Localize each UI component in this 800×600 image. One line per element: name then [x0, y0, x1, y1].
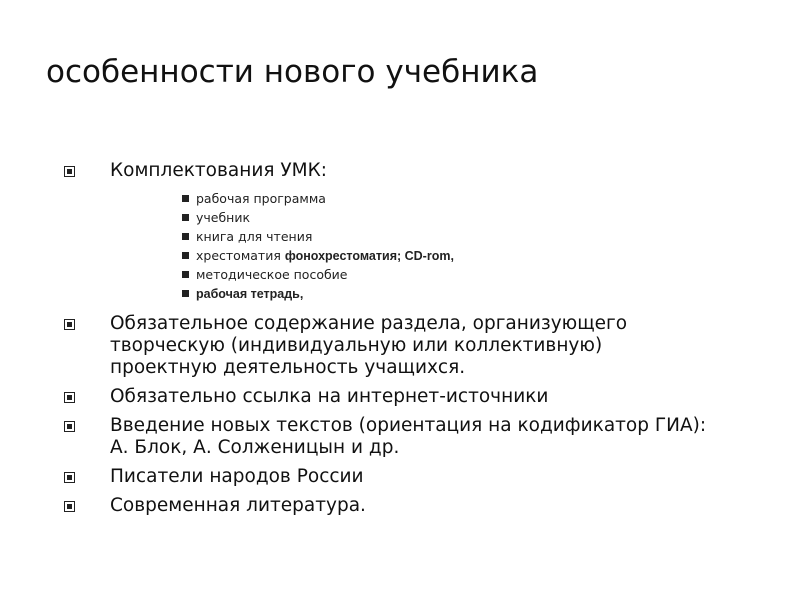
bullet-square-icon: [64, 386, 110, 403]
sub-list-item: [182, 284, 754, 303]
sub-list-item-text: методическое пособие: [196, 267, 348, 282]
bullet-item-text: Современная литература.: [110, 495, 366, 516]
bullet-item: [64, 415, 754, 459]
bullet-item: [64, 160, 754, 182]
sub-bullet-square-icon: [182, 233, 196, 240]
bullet-item: [64, 386, 754, 408]
sub-bullet-square-icon: [182, 271, 196, 278]
bullet-square-icon: [64, 160, 110, 177]
bullet-item-text: Введение новых текстов (ориентация на кодификатор ГИА): А. Блок, А. Солженицын и др.: [110, 415, 707, 458]
sub-list-item-text: книга для чтения: [196, 229, 313, 244]
bullet-item: [64, 495, 754, 517]
sub-bullet-square-icon: [182, 290, 196, 297]
bullet-square-icon: [64, 466, 110, 483]
sub-bullet-square-icon: [182, 214, 196, 221]
sub-list-item: [182, 208, 754, 227]
bullet-item-text: Обязательное содержание раздела, организующего творческую (индивидуальную или коллективную) проектную деятельность учащихся.: [110, 313, 628, 378]
bullet-item-text: Комплектования УМК:: [110, 160, 327, 181]
bullet-square-icon: [64, 415, 110, 432]
bullet-item: [64, 313, 754, 379]
slide-title: особенности нового учебника: [46, 54, 539, 90]
sub-list-item: [182, 227, 754, 246]
sub-list: [182, 189, 754, 303]
sub-list-item-text: рабочая программа: [196, 191, 326, 206]
sub-list-item: [182, 246, 754, 265]
sub-list-item-text: хрестоматия фонохрестоматия; CD-rom,: [196, 248, 454, 263]
slide-content: [64, 160, 754, 524]
sub-list-item: [182, 189, 754, 208]
sub-list-item-text: [196, 286, 303, 301]
sub-list-item-text: учебник: [196, 210, 251, 225]
bullet-item: [64, 466, 754, 488]
bullet-item-text: Обязательно ссылка на интернет-источники: [110, 386, 549, 407]
sub-bullet-square-icon: [182, 195, 196, 202]
sub-list-item: [182, 265, 754, 284]
bullet-square-icon: [64, 313, 110, 330]
sub-list-item-bold-text: рабочая тетрадь,: [196, 287, 304, 301]
bullet-square-icon: [64, 495, 110, 512]
bullet-item-text: Писатели народов России: [110, 466, 364, 487]
sub-list-item-bold-text: фонохрестоматия; CD-rom,: [284, 249, 454, 263]
sub-bullet-square-icon: [182, 252, 196, 259]
